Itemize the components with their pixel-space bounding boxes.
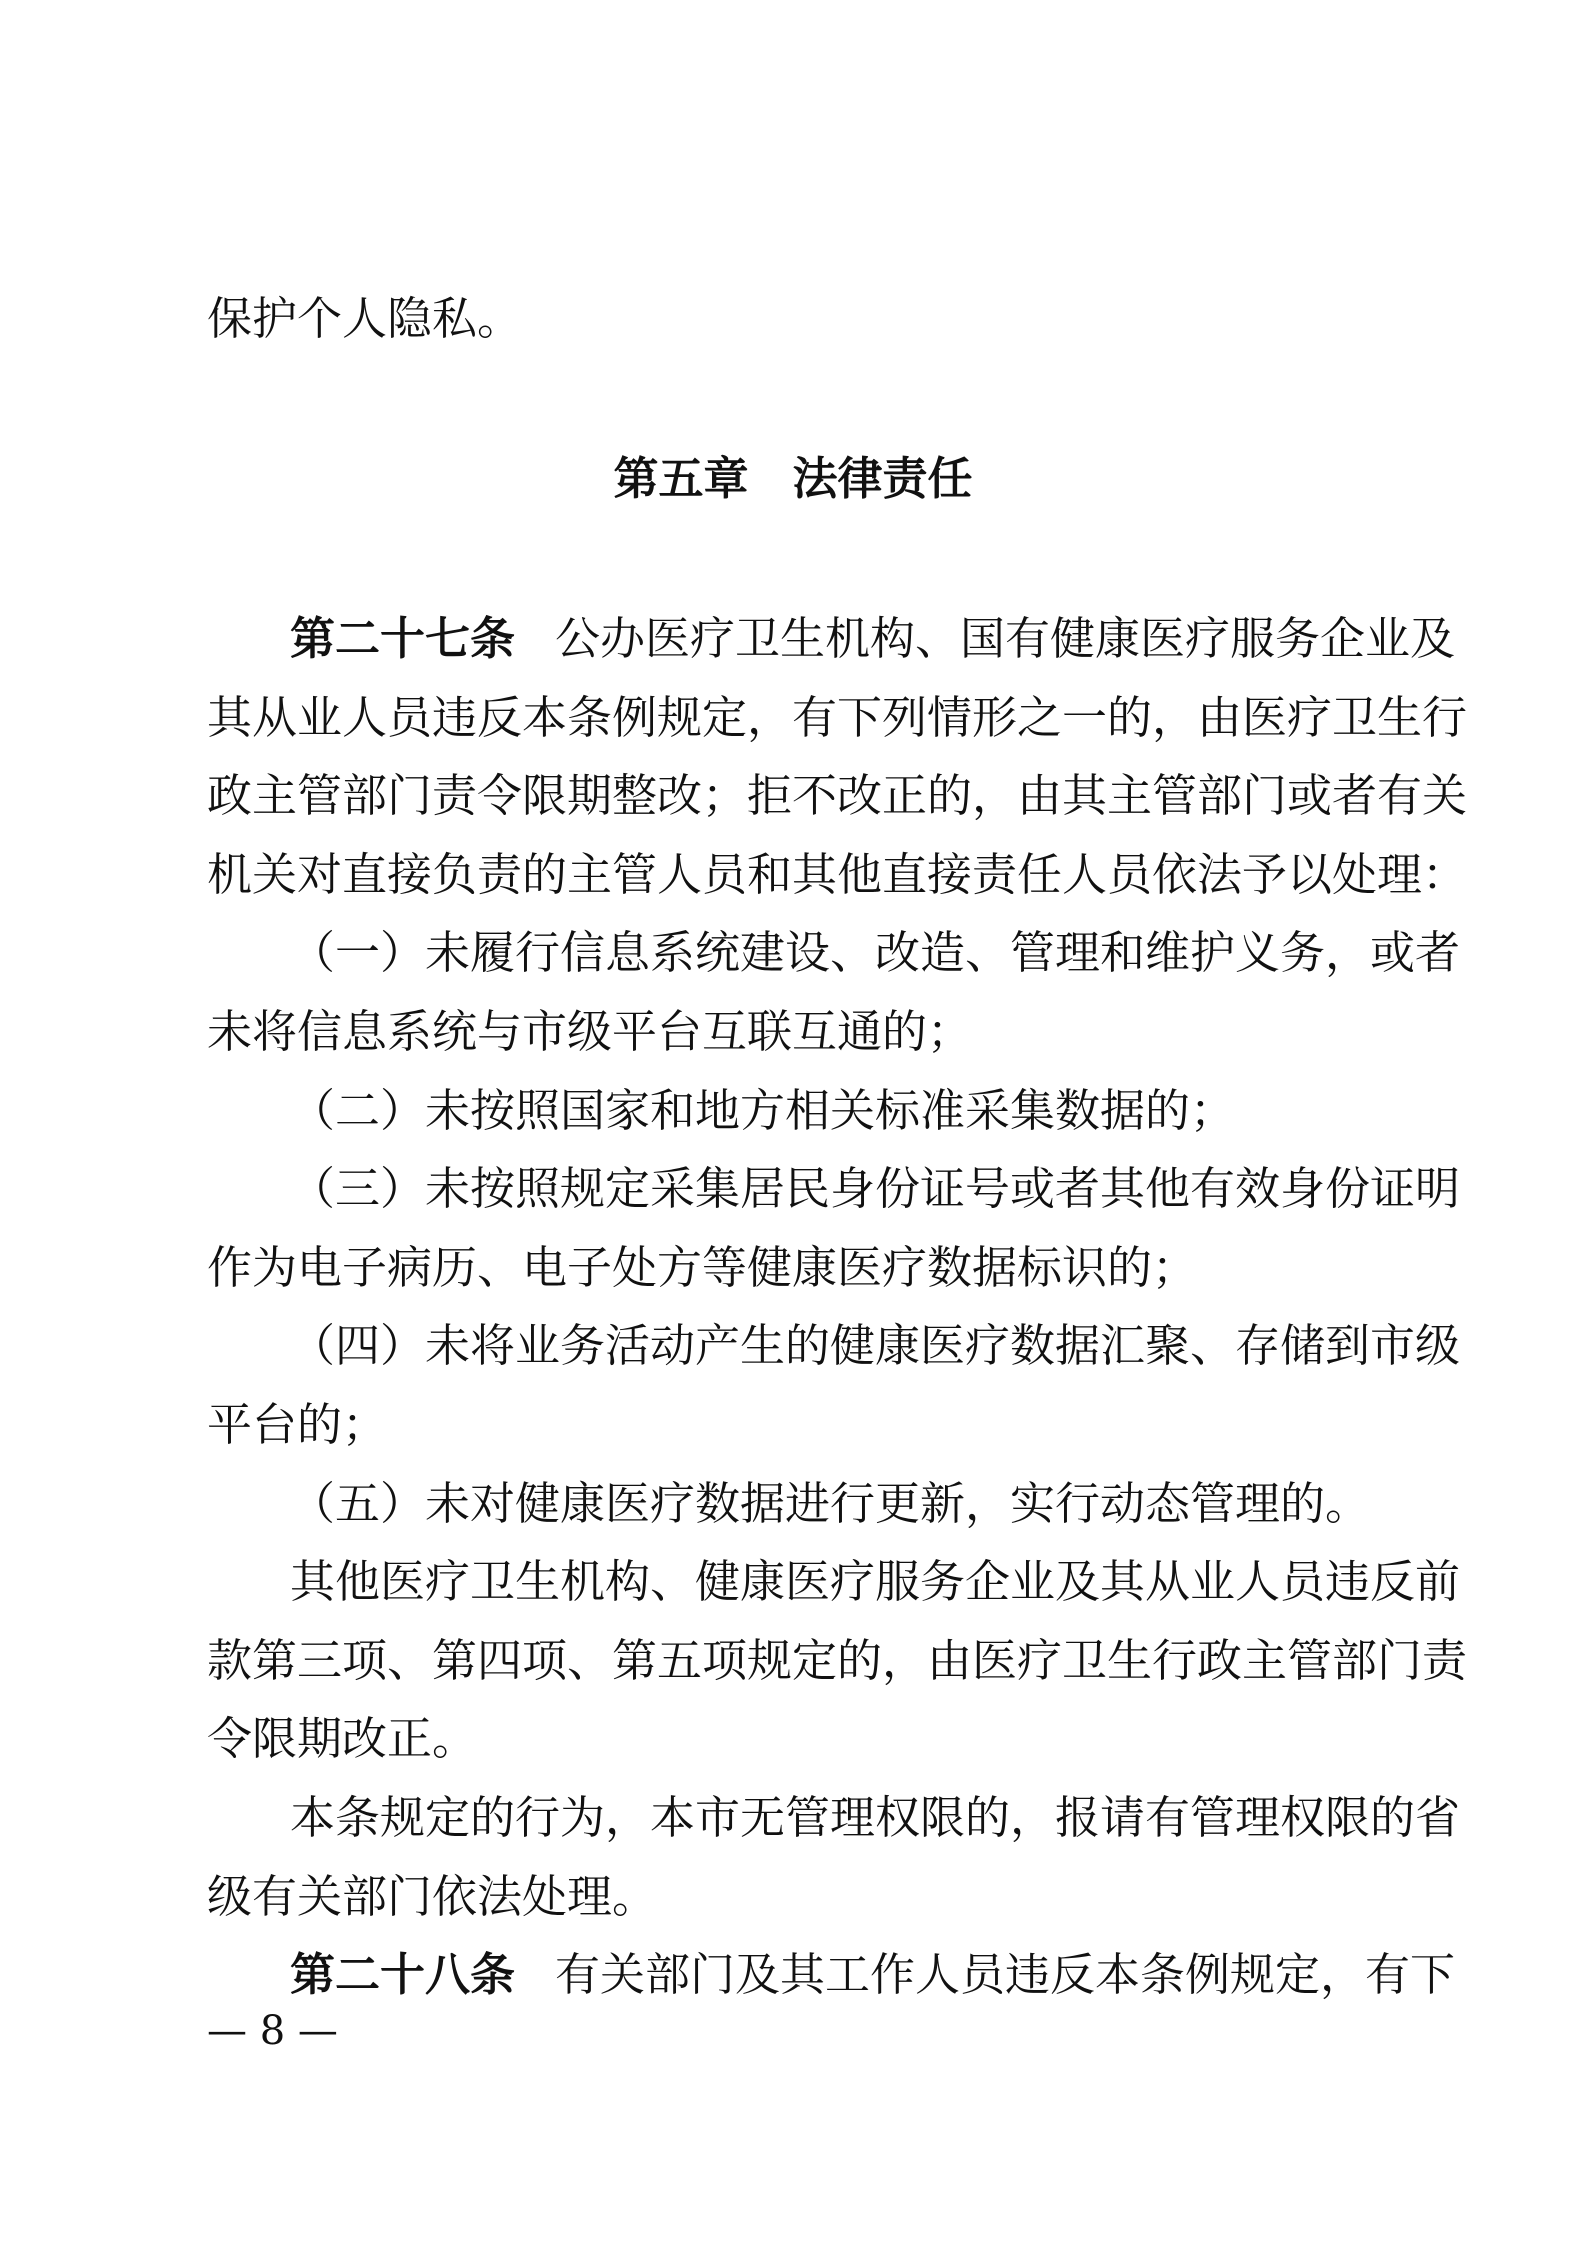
line-text: 未将信息系统与市级平台互联互通的； [207,1005,973,1058]
line-text: （四）未将业务活动产生的健康医疗数据汇聚、存储到市级 [290,1319,1461,1373]
article-line [290,609,1456,669]
line-text: 平台的； [207,1398,388,1451]
chapter-number: 第五章 [613,452,749,505]
text-line [207,1631,1468,1691]
line-text: 有关部门及其工作人员违反本条例规定，有下 [555,1948,1456,2002]
line-text: 级有关部门依法处理。 [207,1869,658,1923]
line-text: （五）未对健康医疗数据进行更新，实行动态管理的。 [290,1476,1371,1530]
chapter-heading [0,449,1586,509]
text-line [290,923,1461,983]
article-line [290,1945,1456,2005]
text-line [290,1474,1380,1534]
line-text: 政主管部门责令限期整改；拒不改正的，由其主管部门或者有关 [207,769,1468,823]
text-line [207,1238,1380,1298]
text-line [290,1788,1461,1848]
article-label: 第二十八条 [290,1948,516,2002]
text-line [207,1709,1380,1769]
text-line [207,1867,1380,1927]
line-text: 其从业人员违反本条例规定，有下列情形之一的，由医疗卫生行 [207,690,1468,744]
text-line [290,1552,1461,1612]
text-line [290,1081,1380,1141]
text-line [207,1002,1380,1062]
line-text: （一）未履行信息系统建设、改造、管理和维护义务，或者 [290,926,1461,980]
line-text: （二）未按照国家和地方相关标准采集数据的； [290,1083,1236,1137]
line-text: 作为电子病历、电子处方等健康医疗数据标识的； [207,1240,1198,1294]
line-text: 本条规定的行为，本市无管理权限的，报请有管理权限的省 [290,1791,1461,1844]
text-line [290,1316,1461,1376]
chapter-title: 法律责任 [792,452,973,505]
line-text: 公办医疗卫生机构、国有健康医疗服务企业及 [555,612,1456,665]
line-text: 令限期改正。 [207,1712,478,1766]
text-line [207,766,1468,826]
page-number: — 8 — [207,2008,338,2054]
article-label: 第二十七条 [290,612,516,665]
text-line [207,1395,1380,1455]
carry-over-text: 保护个人隐私。 [207,292,523,345]
line-text: 其他医疗卫生机构、健康医疗服务企业及其从业人员违反前 [290,1555,1461,1609]
line-text: （三）未按照规定采集居民身份证号或者其他有效身份证明 [290,1162,1461,1216]
line-text: 款第三项、第四项、第五项规定的，由医疗卫生行政主管部门责 [207,1633,1468,1687]
line-text: 机关对直接负责的主管人员和其他直接责任人员依法予以处理： [207,847,1468,901]
text-line [207,845,1468,905]
text-line [207,688,1468,748]
text-line [290,1159,1461,1219]
